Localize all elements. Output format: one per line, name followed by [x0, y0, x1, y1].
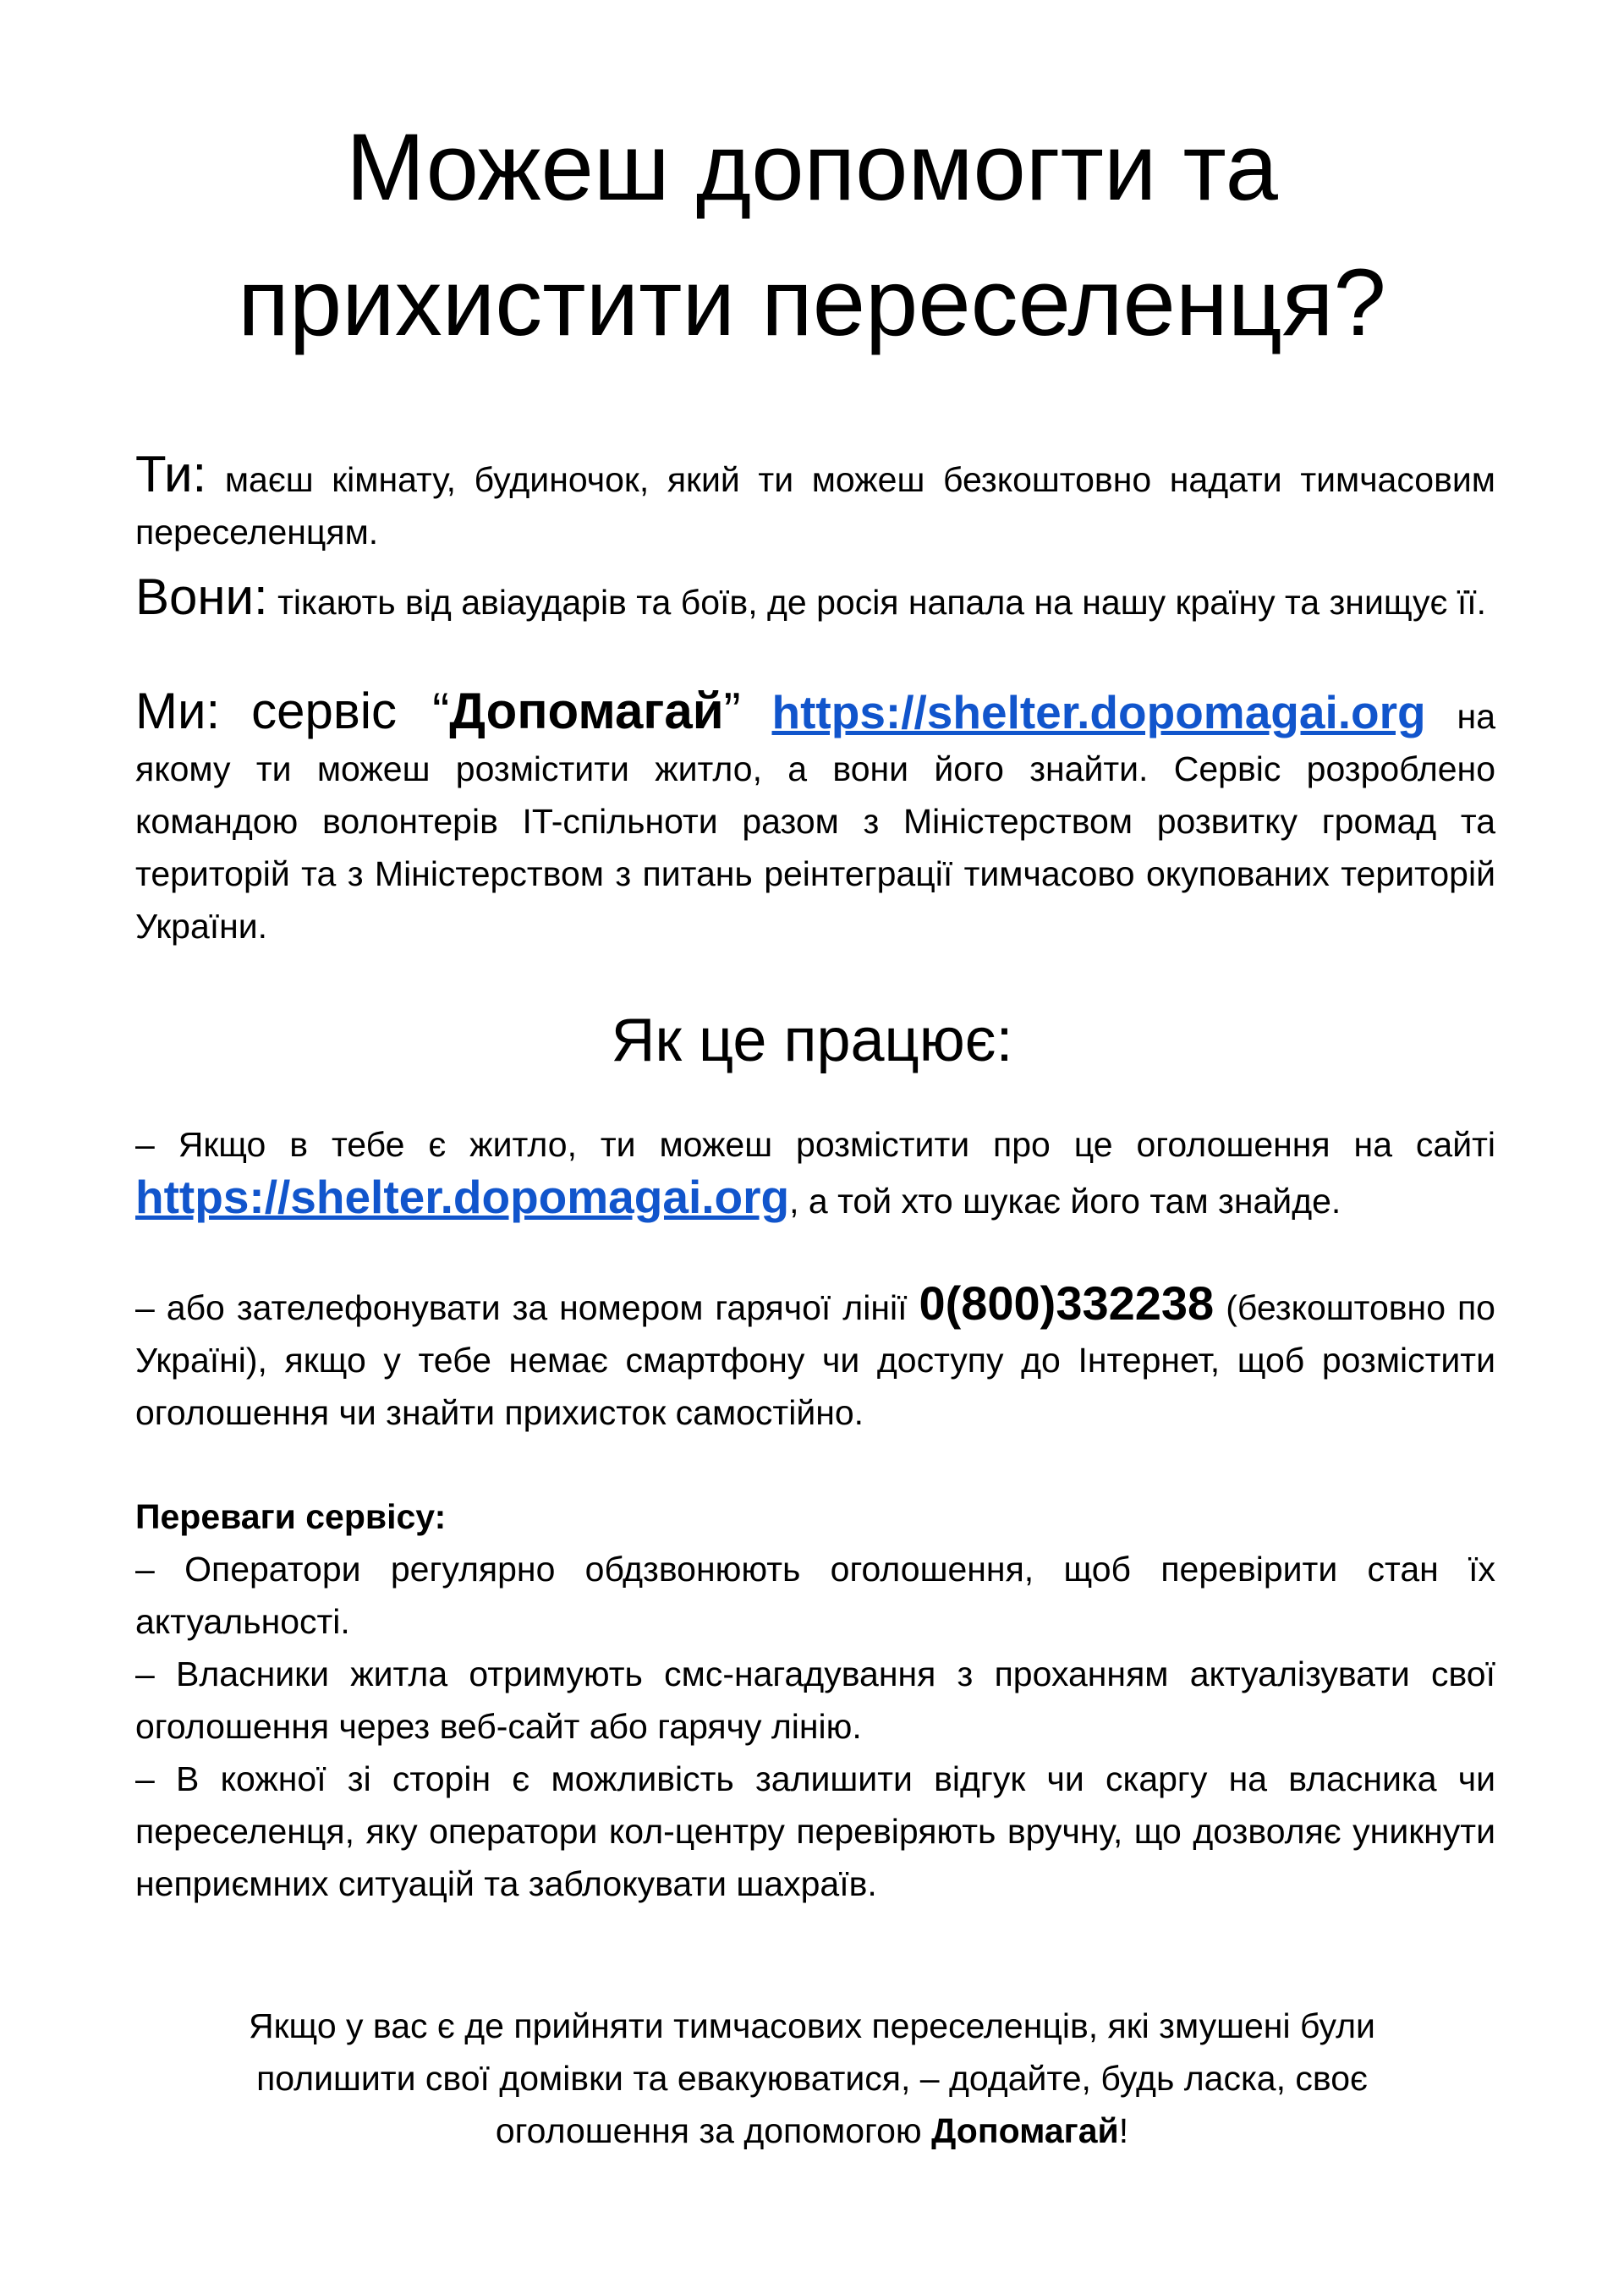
intro-you-text: маєш кімнату, будиночок, який ти можеш безкоштовно надати тимчасовим переселенцям.: [135, 460, 1495, 552]
intro-we-text-before: сервіс “: [251, 683, 450, 739]
advantage-item: – Власники житла отримують смс-нагадування з проханням актуалізувати свої оголошення через веб-сайт або гарячу лінію.: [135, 1655, 1495, 1746]
hotline-phone-number: 0(800)332238: [919, 1276, 1215, 1330]
advantage-item: – В кожної зі сторін є можливість залишити відгук чи скаргу на власника чи переселенця, яку оператори кол-центру перевіряють вручну, що дозволяє уникнути неприємних ситуацій та заблокувати шахраїв.: [135, 1759, 1495, 1903]
intro-we-quote-close: ”: [723, 683, 741, 739]
intro-we-label: Ми:: [135, 683, 221, 739]
how-item-hotline-text-after: (безкоштовно по Україні), якщо у тебе немає смартфону чи доступу до Інтернет, щоб розмістити оголошення чи знайти прихисток самостійно.: [135, 1288, 1495, 1432]
how-item-website-text-before: – Якщо в тебе є житло, ти можеш розмістити про це оголошення на сайті: [135, 1125, 1495, 1164]
closing-line-3: [169, 2105, 1455, 2157]
advantages-heading: Переваги сервісу:: [135, 1497, 447, 1536]
intro-we-text-after: на якому ти можеш розмістити житло, а вони його знайти. Сервіс розроблено командою волонтерів IT-спільноти разом з Міністерством розвитку громад та територій та з Міністерством з питань реінтеграції тимчасово окупованих територій України.: [135, 697, 1495, 946]
intro-you-label: Ти:: [135, 446, 207, 502]
closing-line-3-text: оголошення за допомогою: [495, 2111, 922, 2150]
intro-we-paragraph: [135, 685, 1495, 952]
how-it-works-heading: Як це працює:: [611, 1007, 1013, 1074]
page-title: [0, 100, 1624, 370]
closing-service-name: Допомагай: [931, 2111, 1119, 2150]
closing-line-2: полишити свої домівки та евакуюватися, – додайте, будь ласка, своє: [256, 2059, 1368, 2098]
service-name: Допомагай: [449, 683, 724, 739]
shelter-link[interactable]: https://shelter.dopomagai.org: [771, 686, 1426, 738]
closing-line-1: Якщо у вас є де прийняти тимчасових переселенців, які змушені були: [249, 2006, 1375, 2045]
how-item-website-text-after: , а той хто шукає його там знайде.: [789, 1182, 1341, 1221]
how-item-hotline-text-before: – або зателефонувати за номером гарячої лінії: [135, 1288, 908, 1327]
intro-they-label: Вони:: [135, 568, 268, 625]
intro-they-text: тікають від авіаударів та боїв, де росія напала на нашу країну та знищує її.: [277, 583, 1487, 622]
closing-exclamation: !: [1118, 2111, 1129, 2150]
intro-they-paragraph: [135, 568, 1495, 628]
how-item-website: [135, 1118, 1495, 1227]
advantage-item: – Оператори регулярно обдзвонюють оголошення, щоб перевірити стан їх актуальності.: [135, 1550, 1495, 1641]
shelter-link-2[interactable]: https://shelter.dopomagai.org: [135, 1171, 790, 1223]
page-title-line-2: прихистити переселенця?: [238, 250, 1386, 355]
how-item-hotline: [135, 1277, 1495, 1439]
page-title-line-1: Можеш допомогти та: [346, 114, 1278, 220]
advantages-section: [135, 1490, 1495, 1910]
closing-paragraph: [169, 2000, 1455, 2157]
intro-you-paragraph: [135, 448, 1495, 558]
